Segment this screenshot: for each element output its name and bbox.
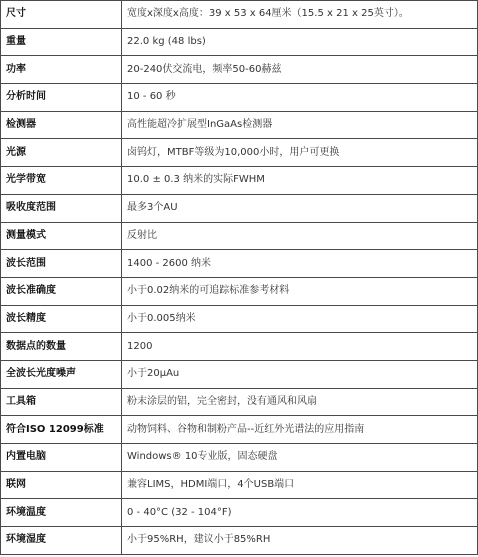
table-row	[1, 499, 478, 527]
spec-value-cell: 1400 - 2600 纳米	[122, 250, 478, 278]
table-row	[1, 139, 478, 167]
spec-label-cell: 检测器	[1, 111, 122, 139]
spec-label-cell: 波长准确度	[1, 277, 122, 305]
table-row	[1, 360, 478, 388]
spec-value-cell: 兼容LIMS，HDMI端口，4个USB端口	[122, 471, 478, 499]
spec-label-cell: 内置电脑	[1, 444, 122, 472]
spec-value-cell: 1200	[122, 333, 478, 361]
spec-value-cell: 卤钨灯，MTBF等级为10,000小时，用户可更换	[122, 139, 478, 167]
spec-value-cell: 高性能超冷扩展型InGaAs检测器	[122, 111, 478, 139]
spec-value-cell: 最多3个AU	[122, 194, 478, 222]
spec-label-cell: 光学带宽	[1, 167, 122, 195]
spec-value-cell: 小于0.02纳米的可追踪标准参考材料	[122, 277, 478, 305]
spec-label-cell: 环境湿度	[1, 527, 122, 555]
spec-label-cell: 数据点的数量	[1, 333, 122, 361]
spec-value-cell: 10 - 60 秒	[122, 84, 478, 112]
table-row	[1, 416, 478, 444]
spec-value-cell: 宽度x深度x高度：39 x 53 x 64厘米（15.5 x 21 x 25英寸）。	[122, 1, 478, 29]
spec-value-cell: 10.0 ± 0.3 纳米的实际FWHM	[122, 167, 478, 195]
table-row	[1, 250, 478, 278]
spec-label-cell: 分析时间	[1, 84, 122, 112]
table-row	[1, 111, 478, 139]
spec-label-cell: 功率	[1, 56, 122, 84]
spec-label-cell: 工具箱	[1, 388, 122, 416]
table-row	[1, 28, 478, 56]
spec-label-cell: 重量	[1, 28, 122, 56]
spec-label-cell: 联网	[1, 471, 122, 499]
spec-label-cell: 尺寸	[1, 1, 122, 29]
spec-value-cell: 小于20µAu	[122, 360, 478, 388]
spec-label-cell: 波长精度	[1, 305, 122, 333]
table-row	[1, 333, 478, 361]
spec-value-cell: 反射比	[122, 222, 478, 250]
spec-value-cell: 0 - 40°C (32 - 104°F)	[122, 499, 478, 527]
table-row	[1, 305, 478, 333]
spec-label-cell: 吸收度范围	[1, 194, 122, 222]
table-row	[1, 527, 478, 555]
table-row	[1, 277, 478, 305]
spec-label-cell: 波长范围	[1, 250, 122, 278]
table-row	[1, 388, 478, 416]
spec-value-cell: 22.0 kg (48 lbs)	[122, 28, 478, 56]
spec-value-cell: 小于95%RH，建议小于85%RH	[122, 527, 478, 555]
table-row	[1, 56, 478, 84]
spec-label-cell: 测量模式	[1, 222, 122, 250]
spec-value-cell: 动物饲料、谷物和制粉产品--近红外光谱法的应用指南	[122, 416, 478, 444]
spec-value-cell: 小于0.005纳米	[122, 305, 478, 333]
table-row	[1, 167, 478, 195]
table-row	[1, 444, 478, 472]
spec-label-cell: 环境温度	[1, 499, 122, 527]
spec-label-cell: 符合ISO 12099标准	[1, 416, 122, 444]
table-row	[1, 194, 478, 222]
spec-value-cell: Windows® 10专业版，固态硬盘	[122, 444, 478, 472]
spec-label-cell: 全波长光度噪声	[1, 360, 122, 388]
spec-value-cell: 粉末涂层的铝，完全密封，没有通风和风扇	[122, 388, 478, 416]
table-row	[1, 222, 478, 250]
spec-value-cell: 20-240伏交流电，频率50-60赫兹	[122, 56, 478, 84]
specification-table-body	[1, 1, 478, 555]
table-row	[1, 1, 478, 29]
spec-label-cell: 光源	[1, 139, 122, 167]
table-row	[1, 84, 478, 112]
table-row	[1, 471, 478, 499]
